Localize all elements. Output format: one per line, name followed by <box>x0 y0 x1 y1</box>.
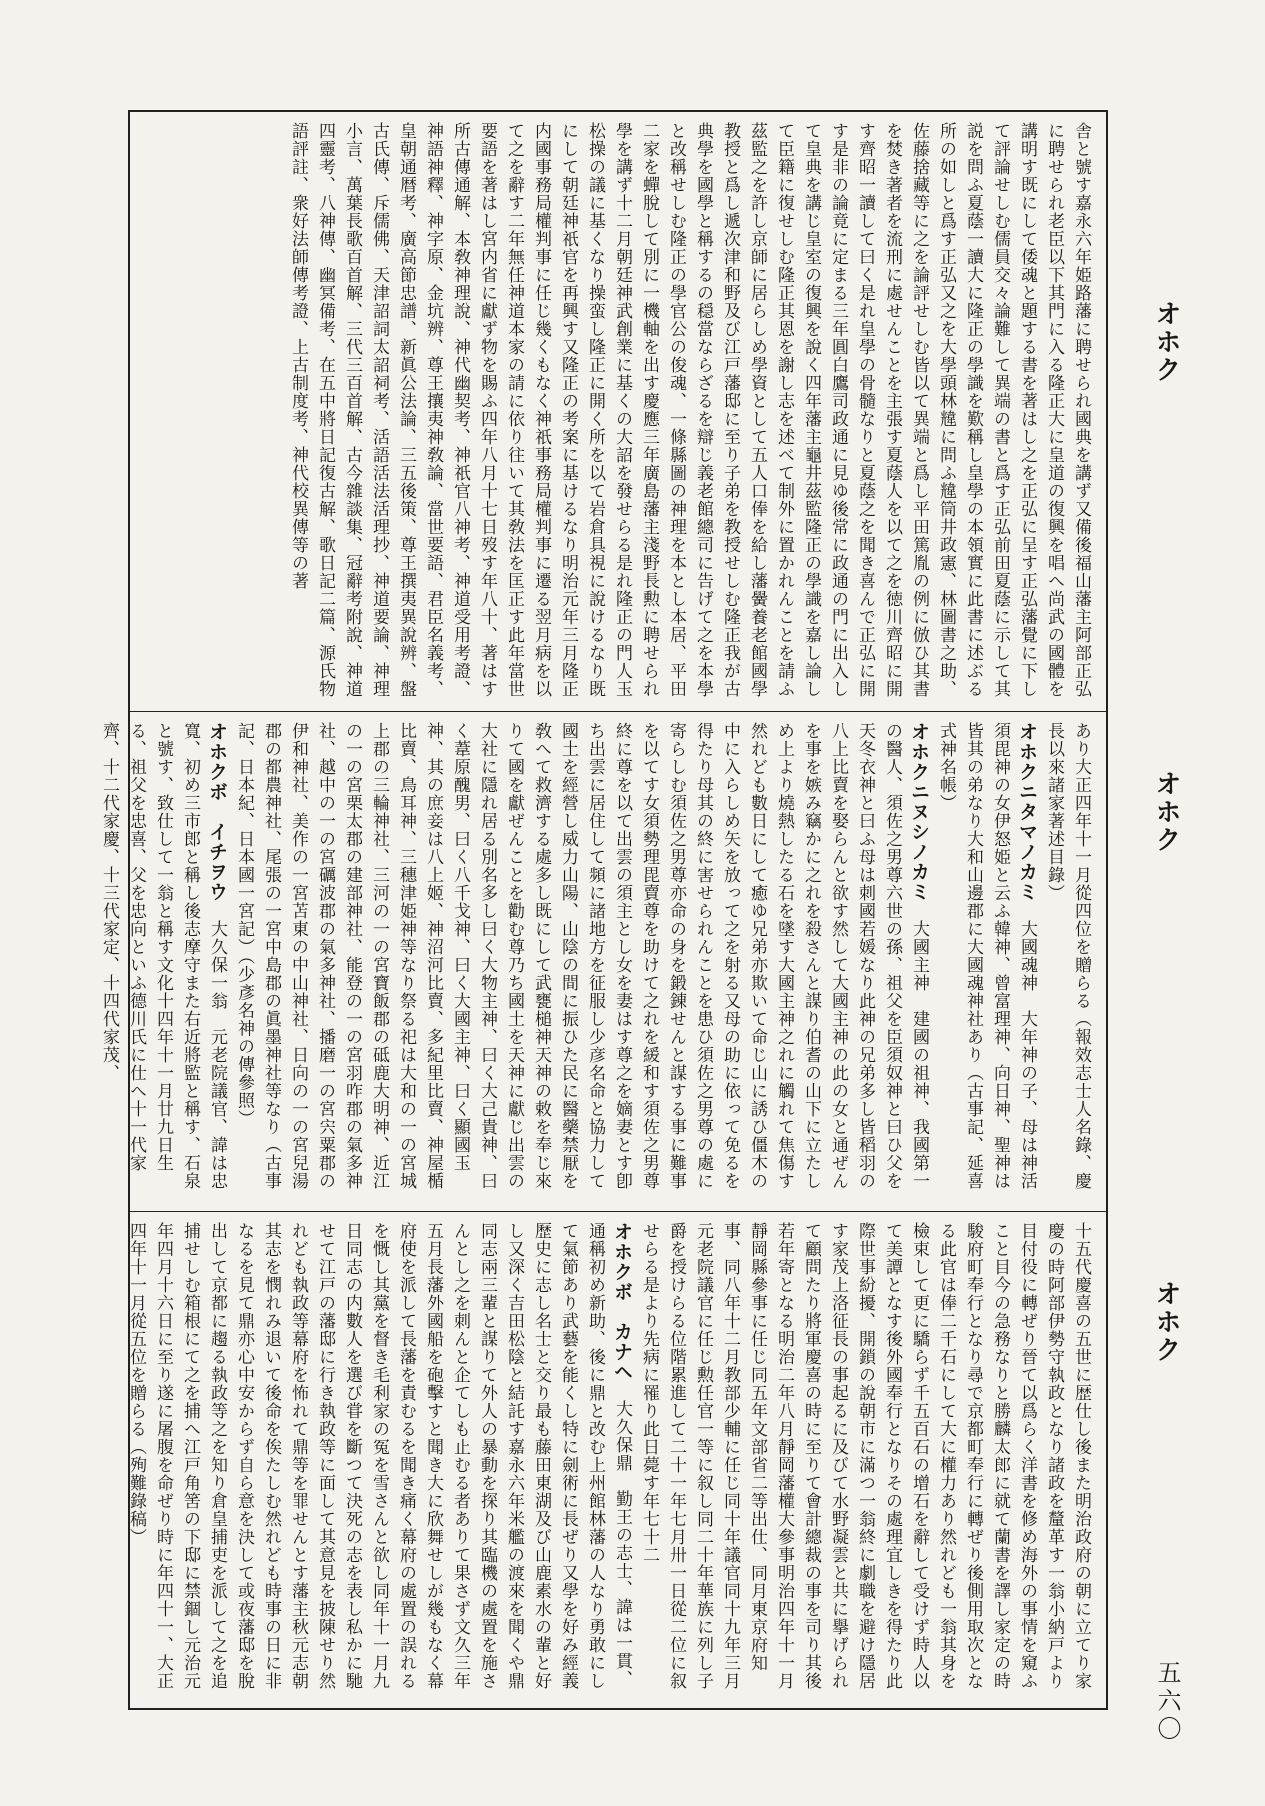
entry-body-okuni-tama: 大國魂神 大年神の子、母は神活須毘神の女伊怒姫と云ふ韓神、曾富理神、向日神、聖神は皆其の弟なり大和山邊郡に大國魂神社あり（古事記、延喜式神名帳） <box>936 722 1037 1190</box>
tier-top <box>130 112 1106 712</box>
page-number: 五六〇 <box>1153 1660 1181 1744</box>
tier2-intro: あり大正四年十一月從四位を贈らる（報效志士人名錄、慶長以來諸家著述目錄） <box>1044 722 1091 1190</box>
side-header-top: オホク <box>1151 300 1181 384</box>
entry-body-okubo-kanae: 大久保鼎 勤王の志士、諱は一貫、通稱初め新助、後に鼎と改む上州館林藩の人なり勇敢にして氣節あり武藝を能くし特に劍術に長ぜり又學を好み經義歷史に志し名士と交り最も藤田東湖及び山鹿素水の輩と好し又深く吉田松陰と結託す嘉永六年米艦の渡來を聞くや鼎同志兩三輩と謀りて外人の暴動を探り其臨機の處置を施さんとし之を刺んと企てしも止むる者ありて果さず文久三年五月長藩外國船を砲擊すと聞き大に欣舞せしが幾もなく幕府使を派して長藩を責むるを聞き痛く幕府の處置の誤れるを慨し其黨を督き毛利家の冤を雪さんと欲し同年十一月九日同志の内數人を選び甞を斷つて決死の志を表し私かに馳せて江戸の藩邸に行き執政等に面して其意見を披陳せり然れども執政等幕府を怖れて鼎等を罪せんとす藩主秋元志朝其志を憫れみ退いて後命を俟たしむ然れども時事の日に非なるを見て鼎亦心中安からず自ら意を決して或夜藩邸を脫出して京都に趨る執政等之を知り倉皇捕吏を派して之を追捕せしむ箱根にて之を捕へ江戸角筈の下邸に禁錮し元治元年四月十六日に至り遂に屠腹を命ぜり時に年四十一、大正四年十一月從五位を贈らる（殉難錄稿） <box>126 1222 632 1690</box>
side-header-bottom: オホク <box>1151 1280 1181 1364</box>
tier-middle <box>99 712 1106 1212</box>
tier1-body: 舎と號す嘉永六年姫路藩に聘せられ國典を講ず又備後福山藩主阿部正弘に聘せられ老臣以下其門に入る隆正大に皇道の復興を唱へ尚武の國體を講明す既にして倭魂と題する書を著はし之を正弘に呈す正弘藩覺に下して評論せしむ儒員交々論難して異端の書と爲す正弘前田夏蔭に示して其説を問ふ夏蔭一讀大に隆正の學識を歎稱し皇學の本領實に此書に述ぶる所の如しと爲す正弘又之を大學頭林韑に問ふ韑筒井政憲、林圖書之助、佐藤捨藏等に之を論評せしむ皆以て異端と爲し平田篤胤の例に倣ひ其書を焚き著者を流刑に處せんことを主張す夏蔭人を以て之を徳川齊昭に開す齊昭一讀して曰く是れ皇學の骨髓なりと夏蔭之を聞き喜んで正弘に開す是非の論竟に定まる三年圓白鷹司政通に見ゆ後常に政通の門に出入して皇典を講じ皇室の復興を說く四年藩主龜井茲監隆正の學識を嘉し論して臣籍に復せしむ隆正其恩を謝し志を述べて制外に置かれんことを請ふ茲監之を許し京師に居らしめ學資として五人口俸を給し藩黌養老館國學教授と爲し遞次津和野及び江戸藩邸に至り子弟を教授せしむ隆正我が古典學を國學と稱するの穏當ならざるを辯じ義老館總司に告げて之を本學と改稱せしむ隆正の學官公の俊魂、一條縣圖の神理を本とし本居、平田二家を蟬脫して別に一機軸を出す慶應三年廣島藩主淺野長勲に聘せられ學を講ず十二月朝廷神武創業に基くの大詔を發せらる是れ隆正の門人玉松操の議に基くなり操蛮し隆正に開く所を以て岩倉具視に說けるなり既にして朝廷神祇官を再興す又隆正の考案に基けるなり明治元年三月隆正内國事務局權判事に任じ幾くもなく神祇事務局權判事に遷る翌月病を以て之を辭す二年無任神道本家の請に依り往いて其敎法を匡正す此年當世要語を著はし宮内省に獻ず物を賜ふ四年八月十七日歿す年八十、著はす所古傳通解、本敎神理說、神代幽契考、神祇官八神考、神道受用考證、神語神釋、神字原、金坑辨、尊王攘夷神敎論、當世要語、君臣名義考、皇朝通暦考、廣高節忠譜、新眞公法論、三五後策、尊王撰夷異說辨、盤古氏傳、斥儒佛、天津詔詞太詔祠考、活語活法活理抄、神道要論、神理小言、萬葉長歌百首解、三代三百首解、古今雜談集、冠辭考附說、神道四靈考、八神傳、幽冥備考、在五中將日記復古解、歌日記二篇、源氏物語評註、衆好法師傳考證、上古制度考、神代校異傳等の著 <box>288 122 1091 698</box>
entry-body-okuninushi: 大國主神 建國の祖神、我國第一の醫人、須佐之男尊六世の孫、祖父を臣須奴神と曰ひ父を天冬衣神と曰ふ母は刺國若媛なり此神の兄弟多し皆稻羽の八上比賣を娶らんと欲す然して大國主神の此の女と通ぜんを事を嫉み竊かに之れを殺さんと謀り伯耆の山下に立たしめ上より燒熱したる石を墜す大國主神之れに觸れて焦傷す然れども數日にして癒ゆ兄弟亦欺いて命じ山に誘ひ僵木の中に入らしめ矢を放って之を射る又母の助に依って免るを得たり母其の終に害せられんことを患ひ須佐之男尊の處に寄らしむ須佐之男尊亦命の身を鍛錬せんと謀する事に難事を以てす女須勢理毘賣尊を助けて之れを緩和す須佐之男尊終に尊を以て出雲の須主とし女を妻はす尊之を嫡妻とす卽ち出雲に居住して頻に諸地方を征服し少彦名命と協力して國土を經營し威力山陽、山陰の間に振ひた民に醫藥禁厭を敎へて救濟する處多し既にして武甕槌神天神の敕を奉じ來りて國を獻ぜんことを勸む尊乃ち國土を天神に獻じ出雲の大社に隱れ居る別名多し曰く大物主神、曰く大己貴神、曰く葦原醜男、曰く八千戈神、曰く大國主神、曰く顯國玉神、其の庶妾は八上姬、神沼河比賣、多紀里比賣、神屋楯比賣、鳥耳神、三穗津姫神等なり祭る祀は大和の一の宮城上郡の三輪神社、三河の一の宮寶飯郡の砥鹿大明神、近江の一の宮栗太郡の建部神社、能登の一の宮羽咋郡の氣多神社、越中の一の宮礪波郡の氣多神社、播磨一の宮宍粟郡の伊和神社、美作の一宮苫東の中山神社、日向の一の宮兒湯郡の都農神社、尾張の一宮中島郡の眞墨神社等なり（古事記、日本紀、日本國一宮記）（少彥名神の傳參照） <box>234 722 929 1190</box>
side-header-middle: オホク <box>1151 770 1181 854</box>
entry-heading-okubo-kanae: オホクボ カナヘ <box>611 1222 633 1382</box>
tier-bottom <box>126 1212 1106 1712</box>
entry-heading-okuni-tama: オホクニタマノカミ <box>1016 722 1038 902</box>
tier-middle-text <box>99 722 1094 1201</box>
entry-heading-okuninushi: オホクニヌシノカミ <box>908 722 930 902</box>
page-frame <box>99 110 1108 1710</box>
entry-body-okubo-ichio: 大久保一翁 元老院議官、諱は忠寬、初め三市郎と稱し後志摩守また右近將監と稱す、石泉と號す、致仕して一翁と稱す文化十四年十一月廿九日生る、祖父を忠喜、父を忠向といふ德川氏に仕へ十一代家齊、十二代家慶、十三代家定、十四代家茂、 <box>99 722 227 1190</box>
tier-top-text <box>142 122 1094 701</box>
tier-bottom-text <box>126 1222 1094 1702</box>
tier3-continued: 十五代慶喜の五世に歴仕し後また明治政府の朝に立てり家慶の時阿部伊勢守執政となり諸政を釐革す一翁小納戸より目付役に轉ぜり晉て以爲らく洋書を修め海外の事情を窺ふこと目今の急務なりと勝麟太郎に就て蘭書を譯し家定の時駿府町奉行となり尋で京都町奉行に轉ぜり後側用取次となる此官は俸二千石にして大に權力あり然れども一翁其身を檢束して更に驕らず千五百石の增石を辭して受けず時人以て美譚となす後外國奉行となりその處理宜しきを得たり此際世事紛擾、開鎖の說朝市に滿つ一翁終に劇職を避け隱居す家茂上洛征長の事起るに及びて水野凝雲と共に擧げられて顧問たり將軍慶喜の時に至りて會計總裁の事を司り其後若年寄となる明治二年八月靜岡藩權大參事明治四年十一月靜岡縣參事に任じ同五年文部省二等出仕、同月東京府知事、同八年十二月教部少輔に任じ同十年議官同十九年三月元老院議官に任じ勲任官一等に叙し同二十年華族に列し子爵を授けらる位階累進して二十一年七月卅一日從二位に叙せらる是より先病に罹り此日薨す年七十二 <box>639 1222 1091 1690</box>
entry-heading-okubo-ichio: オホクボ イチヲウ <box>206 722 228 902</box>
